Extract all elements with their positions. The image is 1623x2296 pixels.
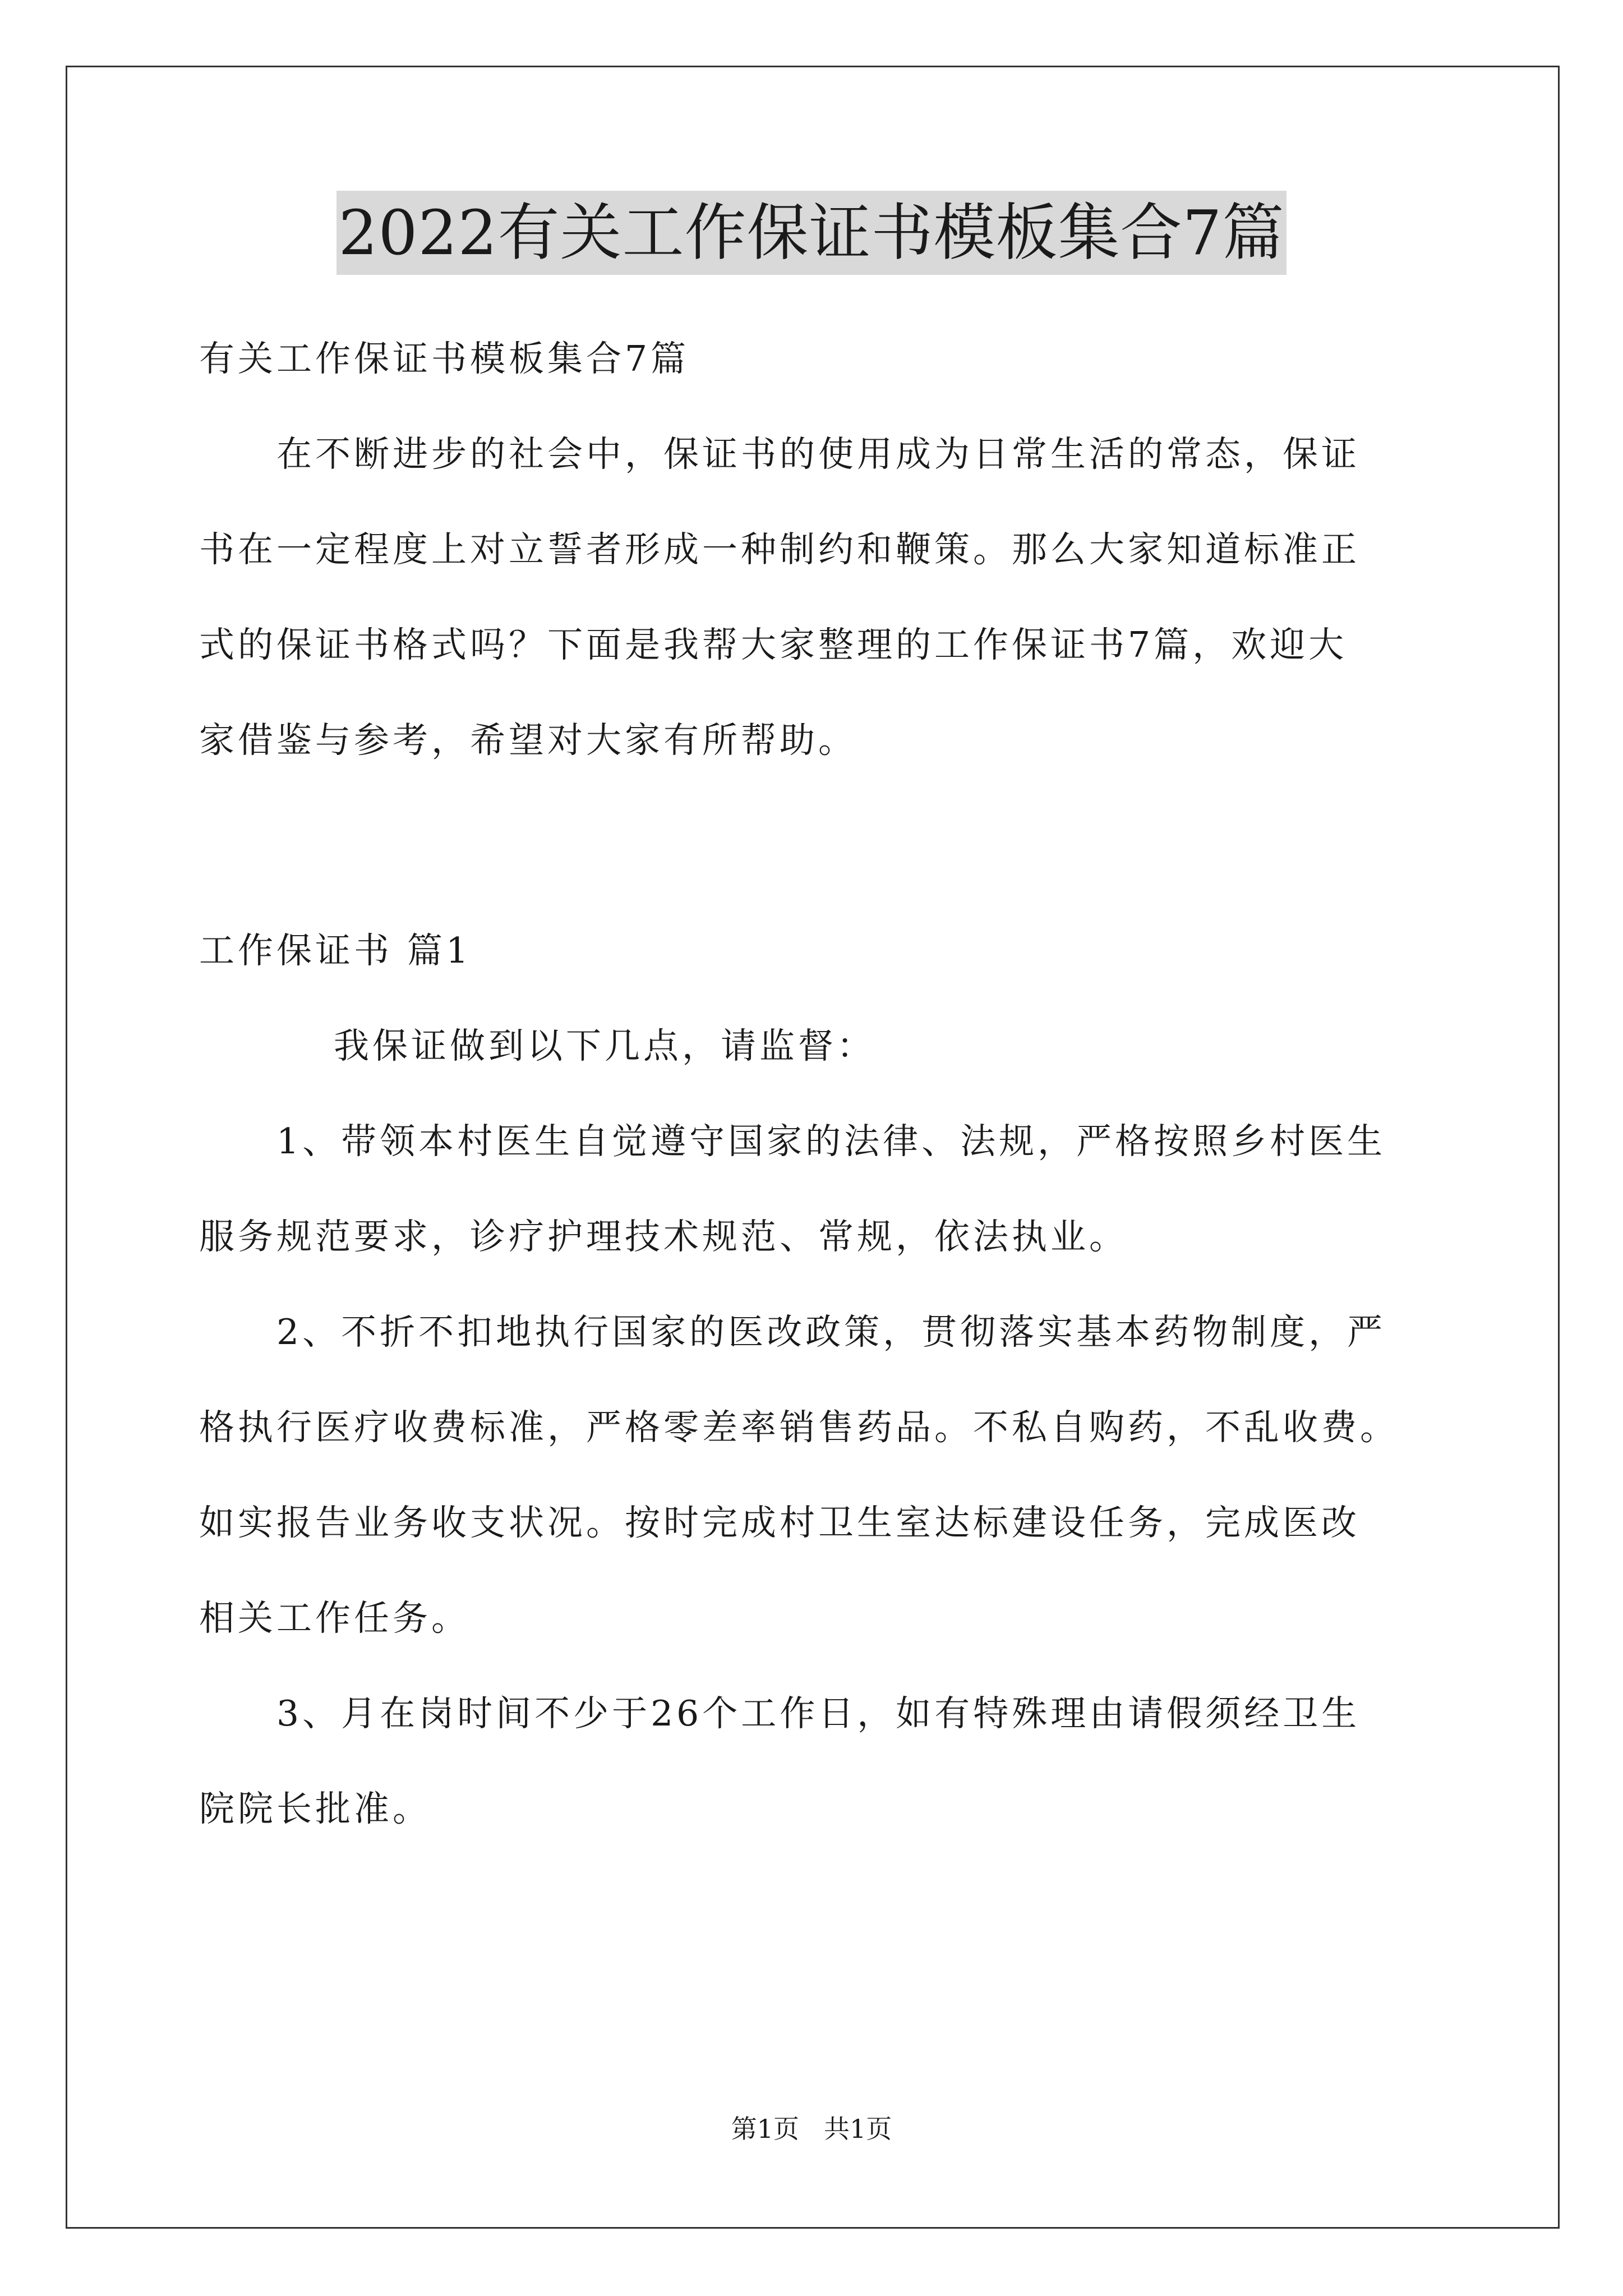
page-total: 共1页 bbox=[824, 2114, 892, 2144]
document-subtitle: 有关工作保证书模板集合7篇 bbox=[199, 338, 690, 379]
section-heading: 工作保证书 篇1 bbox=[199, 930, 472, 971]
item2-line-3: 如实报告业务收支状况。按时完成村卫生室达标建设任务，完成医改 bbox=[199, 1502, 1360, 1543]
title-container bbox=[0, 191, 1623, 275]
pledge-intro: 我保证做到以下几点，请监督： bbox=[334, 1025, 875, 1066]
intro-line-2: 书在一定程度上对立誓者形成一种制约和鞭策。那么大家知道标准正 bbox=[199, 529, 1360, 570]
intro-line-3: 式的保证书格式吗？下面是我帮大家整理的工作保证书7篇，欢迎大 bbox=[199, 624, 1348, 665]
document-body bbox=[199, 311, 1427, 1857]
intro-line-4: 家借鉴与参考，希望对大家有所帮助。 bbox=[199, 720, 857, 761]
item3-line-2: 院院长批准。 bbox=[199, 1788, 431, 1829]
item2-line-1: 2、不折不扣地执行国家的医改政策，贯彻落实基本药物制度，严 bbox=[276, 1312, 1386, 1352]
intro-line-1: 在不断进步的社会中，保证书的使用成为日常生活的常态，保证 bbox=[276, 434, 1360, 475]
section-spacer bbox=[199, 788, 1427, 903]
item1-line-1: 1、带领本村医生自觉遵守国家的法律、法规，严格按照乡村医生 bbox=[276, 1121, 1386, 1162]
item3-line-1: 3、月在岗时间不少于26个工作日，如有特殊理由请假须经卫生 bbox=[276, 1693, 1361, 1734]
document-title: 2022有关工作保证书模板集合7篇 bbox=[336, 191, 1287, 275]
item1-line-2: 服务规范要求，诊疗护理技术规范、常规，依法执业。 bbox=[199, 1216, 1128, 1257]
page-number: 第1页 bbox=[731, 2114, 799, 2144]
page-footer bbox=[0, 2112, 1623, 2146]
item2-line-4: 相关工作任务。 bbox=[199, 1598, 470, 1639]
item2-line-2: 格执行医疗收费标准，严格零差率销售药品。不私自购药，不乱收费。 bbox=[199, 1407, 1399, 1448]
